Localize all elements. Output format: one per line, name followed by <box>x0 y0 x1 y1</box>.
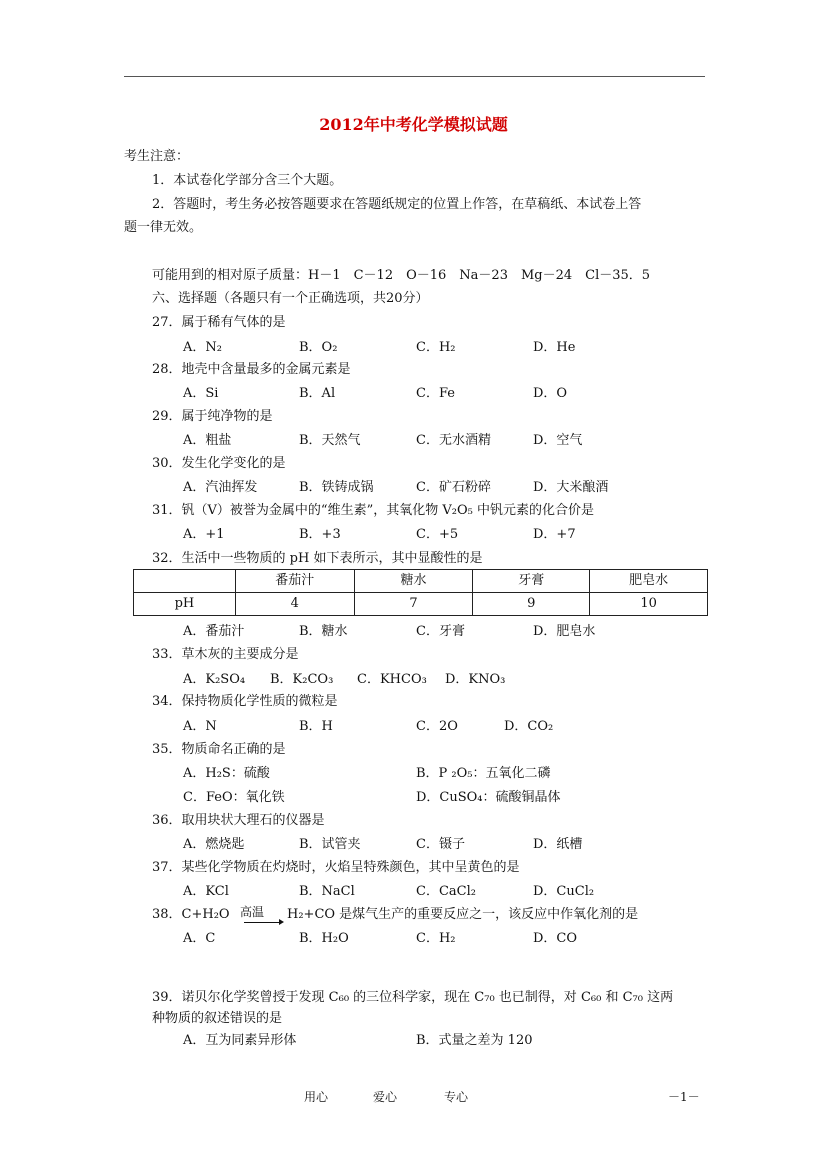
notice-item-1: 1．本试卷化学部分含三个大题。 <box>152 173 343 188</box>
option-c: C．FeO：氧化铁 <box>183 790 285 805</box>
option-d: D．大米酿酒 <box>533 480 609 495</box>
footer-middle: 爱心 <box>373 1090 398 1104</box>
option-d: D．纸槽 <box>533 837 583 852</box>
option-d: D．O <box>533 386 568 401</box>
option-b: B．NaCl <box>299 884 355 899</box>
option-d: D．+7 <box>533 527 576 542</box>
option-c: C．KHCO₃ <box>357 672 427 687</box>
table-row <box>134 593 708 616</box>
option-b: B．Al <box>299 386 336 401</box>
table-cell: 9 <box>473 593 590 616</box>
question-stem: 32．生活中一些物质的 pH 如下表所示，其中显酸性的是 <box>152 551 483 566</box>
option-b: B．K₂CO₃ <box>270 672 334 687</box>
option-c: C．矿石粉碎 <box>416 480 491 495</box>
option-a: A．H₂S：硫酸 <box>183 766 270 781</box>
option-d: D．CO₂ <box>504 719 554 734</box>
question-stem-line1: 39．诺贝尔化学奖曾授于发现 C₆₀ 的三位科学家，现在 C₇₀ 也已制得，对 C₆₀ 和 C₇₀ 这两 <box>152 990 674 1005</box>
option-b: B．铁铸成锅 <box>299 480 374 495</box>
section-heading: 六、选择题（各题只有一个正确选项，共20分） <box>152 291 429 306</box>
option-d: D．空气 <box>533 433 583 448</box>
option-a: A．互为同素异形体 <box>183 1033 297 1048</box>
page-title: 2012年中考化学模拟试题 <box>319 115 508 134</box>
question-stem: 33．草木灰的主要成分是 <box>152 647 299 662</box>
option-a: A．+1 <box>183 527 225 542</box>
question-stem-left: 38．C+H₂O <box>152 907 230 922</box>
table-cell: pH <box>134 593 236 616</box>
table-header-row <box>134 570 708 593</box>
option-c: C．无水酒精 <box>416 433 491 448</box>
option-b: B．H <box>299 719 333 734</box>
option-c: C．2O <box>416 719 458 734</box>
notice-heading: 考生注意： <box>124 149 190 164</box>
option-b: B．+3 <box>299 527 341 542</box>
notice-item-2-line2: 题一律无效。 <box>124 220 203 235</box>
option-c: C．H₂ <box>416 340 456 355</box>
option-c: C．CaCl₂ <box>416 884 476 899</box>
question-stem: 35．物质命名正确的是 <box>152 742 286 757</box>
option-a: A．燃烧匙 <box>183 837 245 852</box>
option-a: A．汽油挥发 <box>183 480 258 495</box>
reaction-condition: 高温 <box>240 905 265 919</box>
question-stem: 30．发生化学变化的是 <box>152 456 286 471</box>
option-c: C．镊子 <box>416 837 465 852</box>
reaction-arrow <box>244 922 280 923</box>
option-d: D．KNO₃ <box>445 672 506 687</box>
option-b: B．P ₂O₅：五氧化二磷 <box>416 766 551 781</box>
option-b: B．糖水 <box>299 624 348 639</box>
option-d: D．He <box>533 340 576 355</box>
option-b: B．O₂ <box>299 340 338 355</box>
option-a: A．Si <box>183 386 219 401</box>
atomic-masses: 可能用到的相对原子质量：H－1 C－12 O－16 Na－23 Mg－24 Cl－35．5 <box>152 268 651 283</box>
footer-right: 专心 <box>444 1090 469 1104</box>
table-cell: 10 <box>590 593 708 616</box>
question-stem: 28．地壳中含量最多的金属元素是 <box>152 362 351 377</box>
reaction-arrow-head <box>279 919 284 925</box>
option-c: C．牙膏 <box>416 624 465 639</box>
table-header-cell <box>134 570 236 593</box>
option-c: C．Fe <box>416 386 455 401</box>
question-stem-line2: 种物质的叙述错误的是 <box>152 1011 283 1026</box>
option-d: D．CuCl₂ <box>533 884 595 899</box>
question-stem: 36．取用块状大理石的仪器是 <box>152 813 325 828</box>
option-a: A．KCl <box>183 884 229 899</box>
option-a: A．N <box>183 719 217 734</box>
option-b: B．天然气 <box>299 433 361 448</box>
question-stem: 31．钒（V）被誉为金属中的“维生素”，其氧化物 V₂O₅ 中钒元素的化合价是 <box>152 503 594 518</box>
ph-table <box>133 569 708 616</box>
question-stem: 37．某些化学物质在灼烧时，火焰呈特殊颜色，其中呈黄色的是 <box>152 860 520 875</box>
option-b: B．H₂O <box>299 931 349 946</box>
option-a: A．N₂ <box>183 340 222 355</box>
option-b: B．试管夹 <box>299 837 361 852</box>
notice-item-2-line1: 2．答题时，考生务必按答题要求在答题纸规定的位置上作答，在草稿纸、本试卷上答 <box>152 197 642 212</box>
option-c: C．H₂ <box>416 931 456 946</box>
option-c: C．+5 <box>416 527 459 542</box>
table-header-cell: 牙膏 <box>473 570 590 593</box>
question-stem: 29．属于纯净物的是 <box>152 409 273 424</box>
table-header-cell: 番茄汁 <box>235 570 354 593</box>
question-stem: 27．属于稀有气体的是 <box>152 315 286 330</box>
option-d: D．CuSO₄：硫酸铜晶体 <box>416 790 561 805</box>
page-number: －1－ <box>668 1090 700 1104</box>
header-rule <box>124 76 705 77</box>
table-cell: 4 <box>235 593 354 616</box>
option-a: A．粗盐 <box>183 433 232 448</box>
table-header-cell: 肥皂水 <box>590 570 708 593</box>
table-header-cell: 糖水 <box>354 570 473 593</box>
option-d: D．肥皂水 <box>533 624 596 639</box>
question-stem-right: H₂+CO 是煤气生产的重要反应之一，该反应中作氧化剂的是 <box>287 907 639 922</box>
option-b: B．式量之差为 120 <box>416 1033 533 1048</box>
option-a: A．C <box>183 931 216 946</box>
table-cell: 7 <box>354 593 473 616</box>
option-a: A．番茄汁 <box>183 624 245 639</box>
option-d: D．CO <box>533 931 578 946</box>
option-a: A．K₂SO₄ <box>183 672 246 687</box>
question-stem: 34．保持物质化学性质的微粒是 <box>152 694 338 709</box>
footer-left: 用心 <box>304 1090 329 1104</box>
